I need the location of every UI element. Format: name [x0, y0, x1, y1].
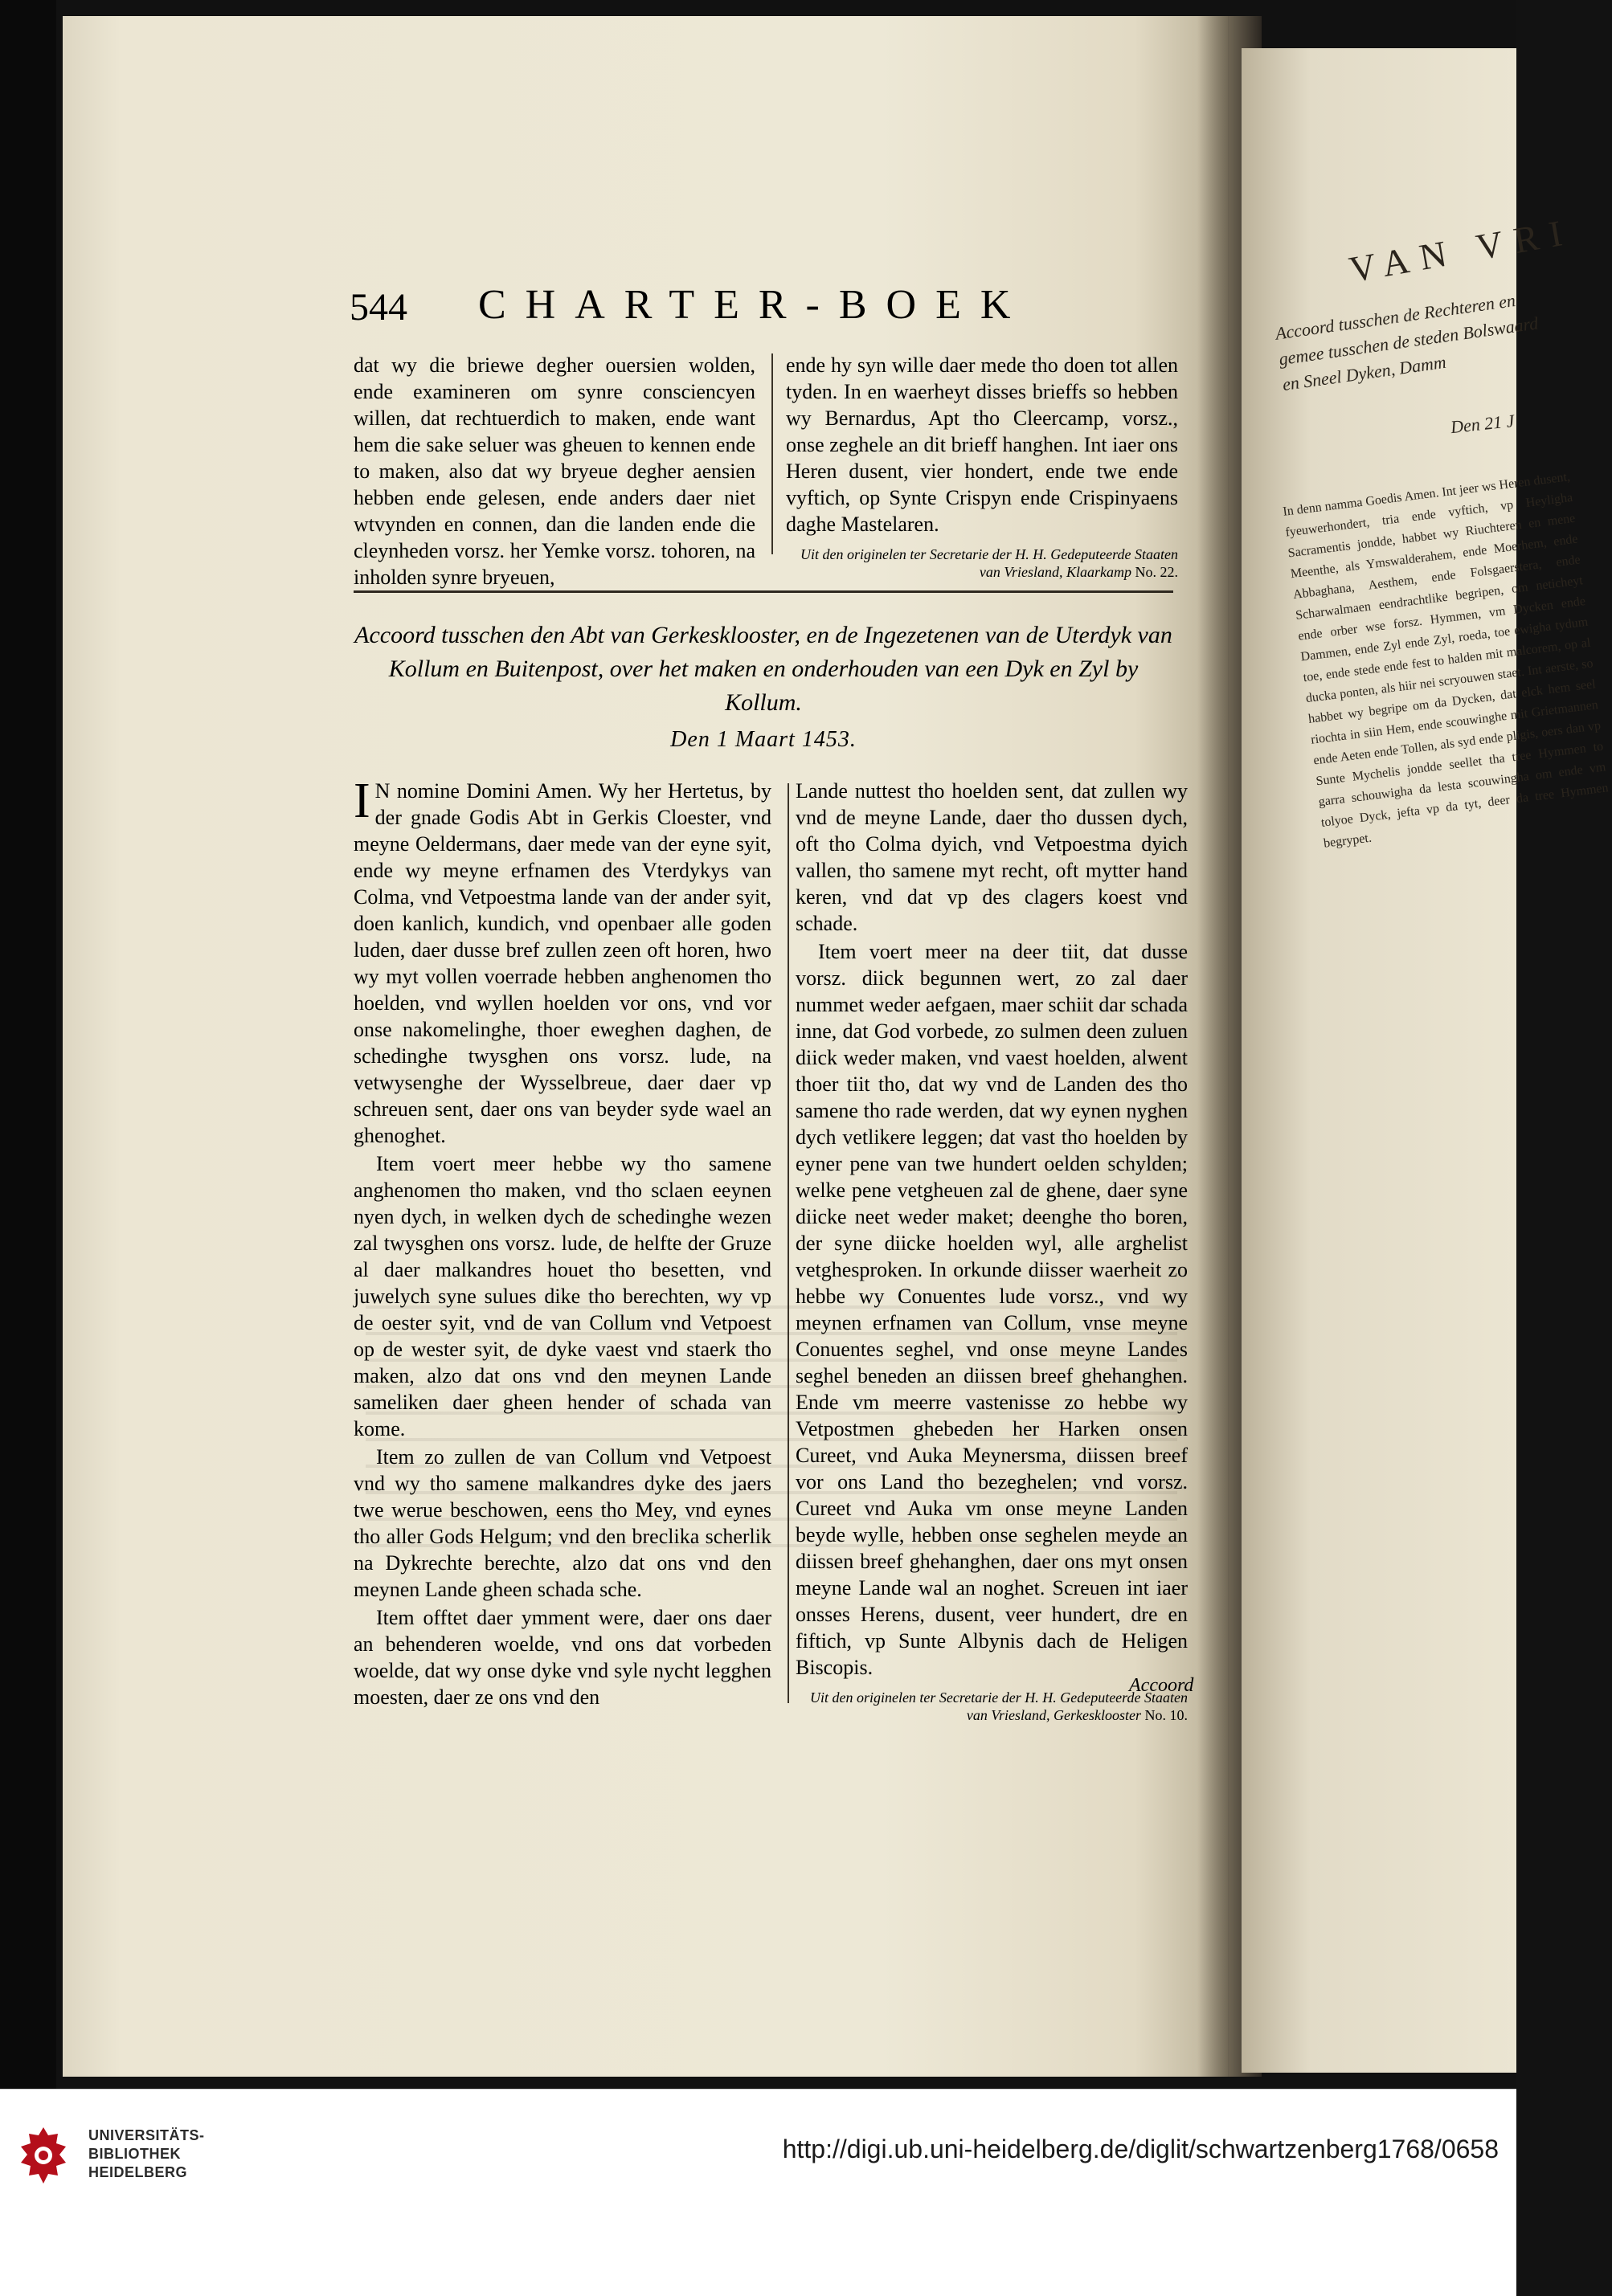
show-through	[366, 1305, 1177, 1563]
right-document-date: Den 21 J	[1449, 410, 1516, 438]
page-number: 544	[350, 286, 407, 329]
top-source-number: No. 22.	[1135, 564, 1178, 580]
top-column-divider	[771, 353, 773, 554]
catchword: Accoord	[1129, 1675, 1194, 1696]
right-document-title: Accoord tusschen de Rechteren en gemee tusschen de steden Bolswaard en Sneel Dyken, Damm	[1274, 290, 1540, 395]
viewer-footer	[0, 2089, 1516, 2296]
permalink-url[interactable]: http://digi.ub.uni-heidelberg.de/diglit/schwartzenberg1768/0658	[782, 2135, 1499, 2163]
body-paragraph: Item voert meer na deer tiit, dat dusse vorsz. diick begunnen wert, zo zal daer nummet weder aefgaen, maer schiit dar schada inne, dat God vorbede, zo sulmen deen zuluen diick weder maken, vnd vaest hoelden, alwent thoer tiit tho, dat wy vnd de Landen des tho samene tho rade werden, dat wy eynen nyghen dych vetlikere leggen; dat vast tho hoelden by eyner pene van twe hundert oelden schylden; welke pene vetgheuen zal de ghene, daer syne diicke neet weder maket; deenghe tho boren, der syne diicke hoelden wyl, alle arghelist vetghesproken. In orkunde diisser waerheit zo hebbe wy Conuentes lude vorsz., vnd wy meynen erfnamen van Collum, vnse meyne Conuentes seghel, vnd onse meyne Landes seghel beneden an diissen breef ghehanghen. Ende vm meerre vastenisse zo hebbe wy Vetpostmen ghebeden her Harken onsen Cureet, vnd Auka Meynersma, diissen breef vor ons Land tho bezeghelen; vnd vorsz. Cureet vnd Auka vm onse meyne Landen beyde wylle, hebben onse seghelen meyde an diissen breef ghehanghen, daer ons myt onsen meyne Lande wal an noghet. Screuen int iaer onsses Herens, dusent, veer hundert, dre en fiftich, vp Sunte Albynis dach de Heligen Biscopis.	[796, 940, 1188, 1679]
scan-border	[0, 0, 56, 2089]
body-column-right	[796, 778, 1188, 1724]
body-paragraph: Item offtet daer ymment were, daer ons daer an behenderen woelde, vnd ons dat vorbeden woelde, dat wy onse dyke vnd syle nycht legghen moesten, daer ze ons vnd den	[354, 1606, 771, 1709]
top-paragraph-right: ende hy syn wille daer mede tho doen tot allen tyden. In en waerheyt disses brieffs so hebben wy Bernardus, Apt tho Cleercamp, vorsz., onse zeghele an dit brieff hanghen. Int iaer ons Heren dusent, vier hondert, ende twe ende vyftich, op Synte Crispyn ende Crispinyaens daghe Mastelaren.	[786, 353, 1178, 536]
body-paragraph: I N nomine Domini Amen. Wy her Hertetus, by der gnade Godis Abt in Gerkis Cloester, vnd meyne Oeldermans, daer mede van der eyne syit, ende wy meyne erfnamen des Vterdykys van Colma, vnd Vetpoestma lande van der ander syit, doen kanlich, kundich, vnd openbaer alle goden luden, daer dusse bref zullen zeen oft horen, hwo wy myt vollen voerrade hebben anghenomen tho hoelden, vnd wyllen hoelden vor ons, vnd vor onse nakomelinghe, thoer eweghen daghen, de schedinghe twysghen ons vorsz. lude, na vetwysenghe der Wysselbreue, daer daer vp schreuen sent, daer ons van beyder syde wael an ghenoghet.	[354, 774, 771, 1147]
body-source-number: No. 10.	[1144, 1707, 1188, 1723]
document-date: Den 1 Maart 1453.	[670, 727, 857, 752]
top-column-right	[786, 352, 1178, 581]
drop-cap: I	[354, 774, 370, 828]
body-paragraph: Lande nuttest tho hoelden sent, dat zullen wy vnd de meyne Lande, daer tho dussen dych, oft tho Colma dyich, vnd Vetpoestma dyich vallen, tho samene myt recht, oft mytter hand keren, vnd dat vp des clagers koest vnd schade.	[796, 779, 1188, 935]
body-source-note: Uit den originelen ter Secretarie der H. H. Gedeputeerde Staaten van Vriesland, Gerkesklooster No. 10.	[809, 1689, 1188, 1723]
document-title: Accoord tusschen den Abt van Gerkesklooster, en de Ingezetenen van de Uterdyk van Kollum en Buitenpost, over het maken en onderhouden van een Dyk en Zyl by Kollum.	[354, 622, 1172, 716]
running-head	[350, 277, 1234, 333]
top-paragraph-left: dat wy die briewe degher ouersien wolden, ende examineren om synre consciencyen willen, dat rechtuerdich to maken, ende want hem die sake seluer was gheuen to kennen ende to maken, also dat wy bryeue degher aensien hebben ende gelesen, ende anders daer niet wtvynden en connen, dan die landen ende die cleynheden vorsz. her Yemke vorsz. tohoren, na inholden synre bryeuen,	[354, 353, 755, 589]
university-seal-icon	[18, 2126, 69, 2187]
section-rule	[354, 590, 1173, 593]
right-body-text: In denn namma Goedis Amen. Int jeer ws Heren dusent, fyeuwerhondert, tria ende vyftich, vp Heyligha Sacramentis jondde, habbet wy Riuchteren en mene Meenthe, als Ymswalderahem, ende Moerhem, ende Abbaghana, Aesthem, ende Folsgaerstera, ende Scharwalmaen eendrachtlike begripen, om neticheyt ende orber wse forsz. Hymmen, vm Dycken ende Dammen, ende Zyl ende Zyl, roeda, toe ewigha tydum toe, ende stede ende fest to halden mit malcorem, op al ducka ponten, als hiir nei scryouwen staet. Int aerste, so habbet wy begripe om da Dycken, dat elck hem seel riochta in siin Hem, ende scouwinghe mit Grietmannen ende Aeten ende Tollen, als syd ende pligis, oers dan vp Sunte Mychelis jondde seellet tha tree Hymmen to garra schouwigha da lesta scouwingha om ende vm tolyoe Dyck, jefta vp da tyt, deer da tree Hymmen begrypet.	[1282, 470, 1610, 851]
body-paragraph: Item zo zullen de van Collum vnd Vetpoest vnd wy tho samene malkandres dyke des jaers twe werue beschowen, eens tho Mey, vnd eynes tho aller Gods Helgum; vnd den breclika scherlik na Dykrechte berechte, alzo dat ons vnd den meynen Lande gheen schada sche.	[354, 1445, 771, 1601]
body-column-divider	[788, 783, 789, 1703]
top-source-note: Uit den originelen ter Secretarie der H. H. Gedeputeerde Staaten van Vriesland, Klaarkamp No. 22.	[800, 546, 1178, 580]
right-page	[1242, 48, 1610, 2073]
body-column-left	[354, 774, 771, 1712]
right-running-head: VAN VRI	[1346, 210, 1577, 291]
library-name: UNIVERSITÄTS- BIBLIOTHEK HEIDELBERG	[88, 2127, 205, 2180]
body-paragraph: Item voert meer hebbe wy tho samene anghenomen tho maken, vnd tho sclaen eeynen nyen dych, in welken dych de schedinghe wezen zal twysghen ons vorsz. lude, de helfte der Gruze al daer malkandres houet tho besetten, vnd juwelych syne sulues dike tho berechten, wy vp de oester syit, vnd de van Collum vnd Vetpoest op de wester syit, de dyke vaest vnd staerk tho maken, alzo dat ons vnd den meynen Lande sameliken daer gheen hender of schada van kome.	[354, 1152, 771, 1440]
book-title: CHARTER-BOEK	[478, 282, 1030, 328]
top-column-left	[354, 352, 755, 592]
